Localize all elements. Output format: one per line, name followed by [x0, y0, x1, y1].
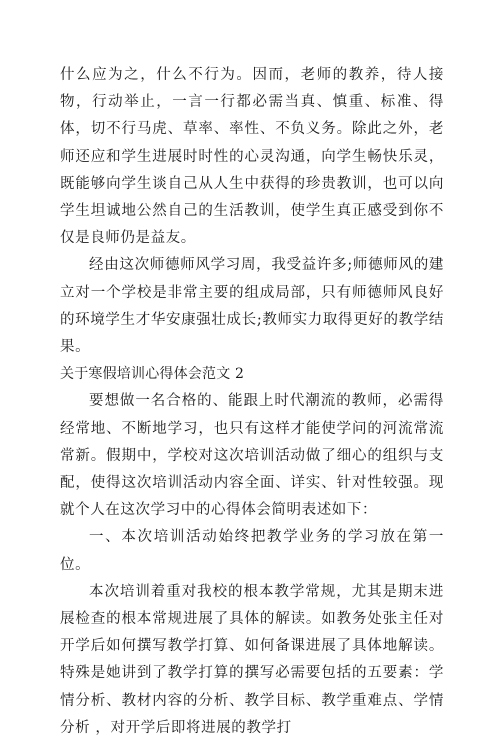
paragraph-point-one: 一、本次培训活动始终把教学业务的学习放在第一位。	[60, 529, 444, 573]
paragraph-ethics-study-week: 经由这次师德师风学习周，我受益许多;师德师风的建立对一个学校是非常主要的组成局部，只有师德师风良好的环境学生才华安康强壮成长;教师实力取得更好的教学结果。	[60, 257, 444, 356]
paragraph-teaching-routine: 本次培训着重对我校的根本教学常规，尤其是期末进展检查的根本常规进展了具体的解读。如教务处张主任对开学后如何撰写教学打算、如何备课进展了具体地解读。特殊是她讲到了教学打算的撰写必需要包括的五要素：学情分析、教材内容的分析、教学目标、教学重难点、学情分析 ，对开学后即将进展的教学打	[60, 583, 444, 736]
paragraph-teacher-conduct: 什么应为之，什么不行为。因而，老师的教养，待人接物，行动举止，一言一行都必需当真、慎重、标准、得体，切不行马虎、草率、率性、不负义务。除此之外，老师还应和学生进展时时性的心灵沟通，向学生畅快乐灵，既能够向学生谈自己从人生中获得的珍贵教训，也可以向学生坦诚地公然自己的生活教训，使学生真正感受到你不仅是良师仍是益友。	[60, 67, 444, 247]
paragraph-continuous-learning: 要想做一名合格的、能跟上时代潮流的教师，必需得经常地、不断地学习，也只有这样才能使学问的河流常流常新。假期中，学校对这次培训活动做了细心的组织与支配，使得这次培训活动内容全面、详实、针对性较强。现就个人在这次学习中的心得体会简明表述如下：	[60, 393, 444, 519]
document-body	[60, 62, 444, 742]
section-heading: 关于寒假培训心得体会范文 2	[60, 366, 245, 383]
